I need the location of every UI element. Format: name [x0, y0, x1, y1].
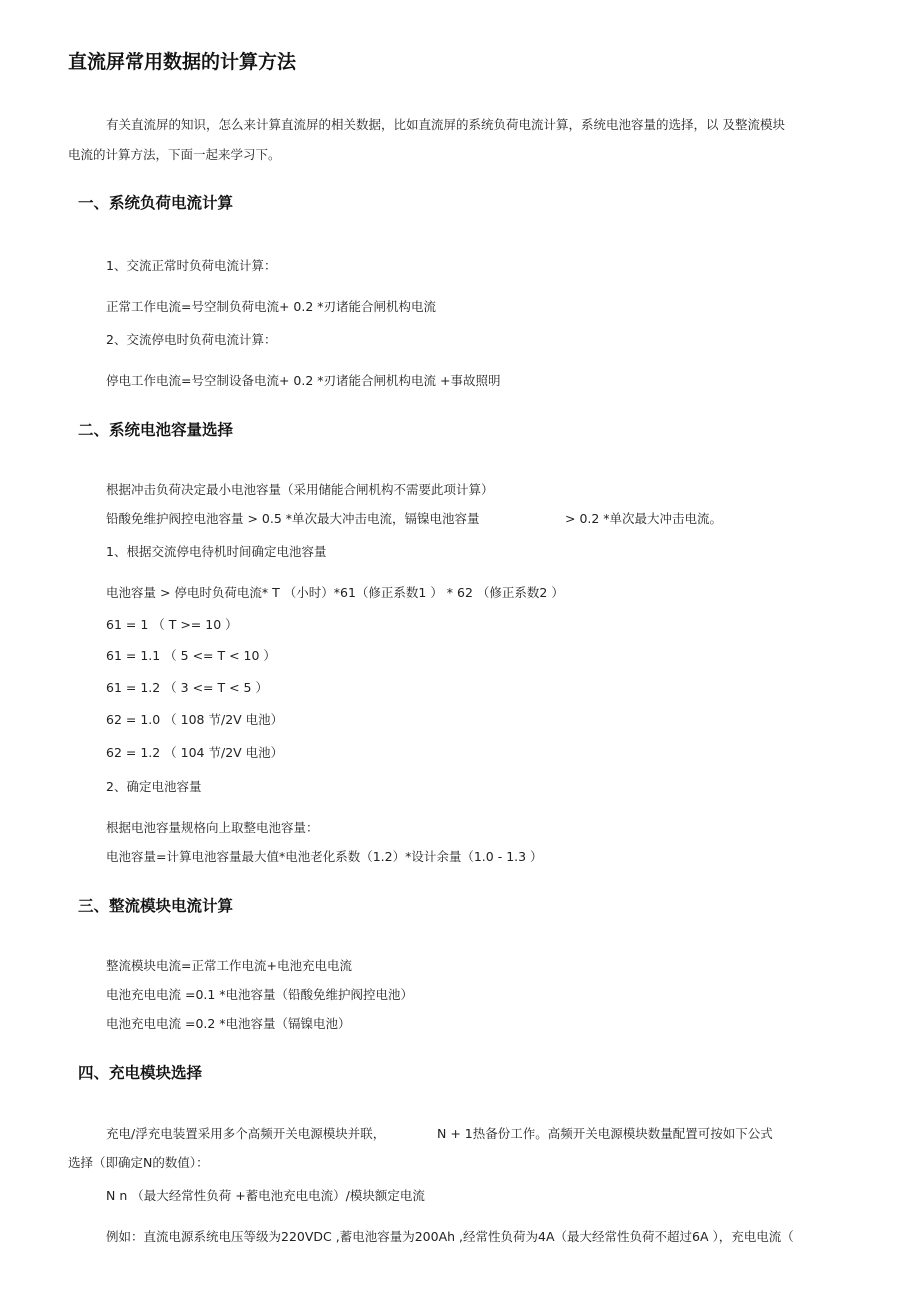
section-4-heading: 四、充电模块选择: [78, 1064, 203, 1082]
section-1-item-1: 1、交流正常时负荷电流计算：: [106, 258, 277, 273]
section-2-item-12: 电池容量=计算电池容量最大值*电池老化系数（1.2）*设计余量（1.0 - 1.3 ）: [106, 849, 543, 864]
section-4-item-3: N n （最大经常性负荷 +蓄电池充电电流）/模块额定电流: [106, 1188, 425, 1203]
section-1-item-2: 正常工作电流=号空制负荷电流+ 0.2 *刃诸能合闸机构电流: [106, 299, 437, 314]
section-4-item-1b: N + 1热备份工作。高频开关电源模块数量配置可按如下公式: [437, 1126, 773, 1141]
section-4-item-4: 例如：直流电源系统电压等级为220VDC ,蓄电池容量为200Ah ,经常性负荷为4A（最大经常性负荷不超过6A ），充电电流（: [106, 1229, 794, 1244]
section-2-item-6: 61 = 1.1 （ 5 <= T < 10 ）: [106, 648, 276, 663]
section-1-heading: 一、系统负荷电流计算: [78, 194, 234, 212]
section-1-item-3: 2、交流停电时负荷电流计算：: [106, 332, 277, 347]
section-2-item-1: 根据冲击负荷决定最小电池容量（采用储能合闸机构不需要此项计算）: [106, 482, 494, 497]
section-2-item-4: 电池容量 > 停电时负荷电流* T （小时）*61（修正系数1 ） * 62 （修正系数2 ）: [106, 585, 564, 600]
section-2-item-5: 61 = 1 （ T >= 10 ）: [106, 617, 238, 632]
section-2-item-10: 2、确定电池容量: [106, 779, 202, 794]
section-2-item-9: 62 = 1.2 （ 104 节/2V 电池）: [106, 745, 284, 760]
section-2-item-8: 62 = 1.0 （ 108 节/2V 电池）: [106, 712, 284, 727]
section-3-heading: 三、整流模块电流计算: [78, 897, 234, 915]
section-3-item-3: 电池充电电流 =0.2 *电池容量（镉镍电池）: [106, 1016, 351, 1031]
intro-line-2: 电流的计算方法，下面一起来学习下。: [68, 147, 281, 162]
section-2-item-3: 1、根据交流停电待机时间确定电池容量: [106, 544, 327, 559]
section-3-item-1: 整流模块电流=正常工作电流+电池充电电流: [106, 958, 352, 973]
section-4-item-1: 充电/浮充电装置采用多个高频开关电源模块并联，: [106, 1126, 386, 1141]
section-2-item-2: 铅酸免维护阀控电池容量 > 0.5 *单次最大冲击电流，镉镍电池容量: [106, 511, 480, 526]
page-title: 直流屏常用数据的计算方法: [68, 51, 297, 73]
section-2-item-7: 61 = 1.2 （ 3 <= T < 5 ）: [106, 680, 268, 695]
intro-line-1: 有关直流屏的知识，怎么来计算直流屏的相关数据，比如直流屏的系统负荷电流计算，系统电池容量的选择，以 及整流模块: [106, 117, 785, 132]
section-2-heading: 二、系统电池容量选择: [78, 421, 234, 439]
section-1-item-4: 停电工作电流=号空制设备电流+ 0.2 *刃诸能合闸机构电流 +事故照明: [106, 373, 501, 388]
section-3-item-2: 电池充电电流 =0.1 *电池容量（铅酸免维护阀控电池）: [106, 987, 414, 1002]
section-2-item-2b: > 0.2 *单次最大冲击电流。: [565, 511, 723, 526]
section-4-item-2: 选择（即确定N的数值）：: [68, 1155, 209, 1170]
section-2-item-11: 根据电池容量规格向上取整电池容量：: [106, 820, 319, 835]
